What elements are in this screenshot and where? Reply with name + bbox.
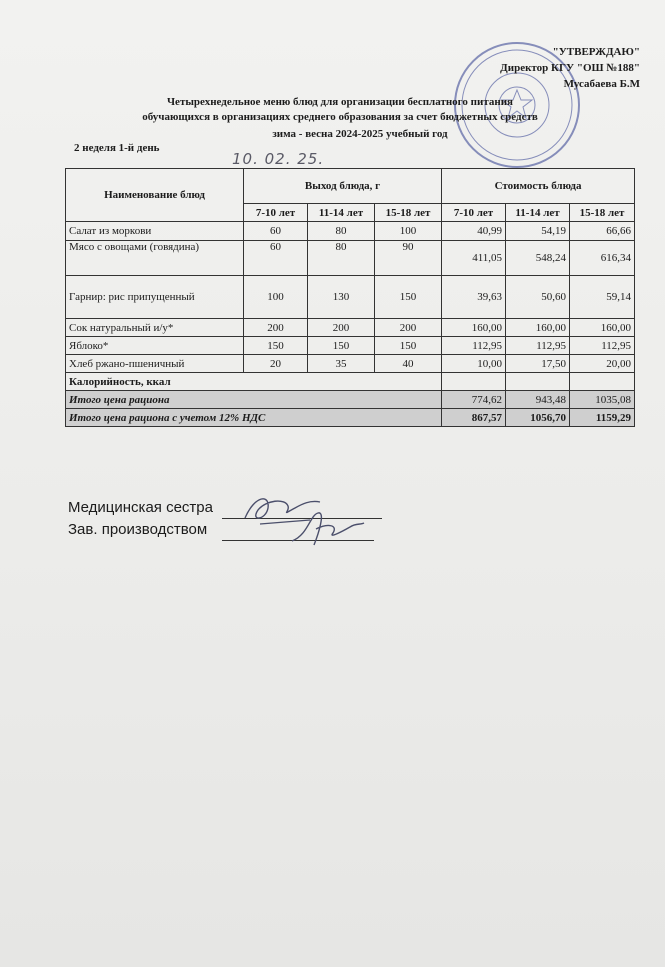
yield-cell: 200 <box>244 319 308 337</box>
dish-name: Сок натуральный и/у* <box>66 319 244 337</box>
yield-cell: 100 <box>244 276 308 319</box>
header-age: 7-10 лет <box>244 204 308 222</box>
yield-cell: 100 <box>375 222 442 241</box>
table-row <box>66 319 635 337</box>
nurse-label: Медицинская сестра <box>68 499 213 516</box>
header-age: 15-18 лет <box>375 204 442 222</box>
calories-row <box>66 373 635 391</box>
yield-cell: 130 <box>308 276 375 319</box>
header-age: 11-14 лет <box>308 204 375 222</box>
yield-cell: 150 <box>375 337 442 355</box>
yield-cell: 90 <box>375 241 442 276</box>
header-dish-name: Наименование блюд <box>66 169 244 222</box>
cost-cell: 66,66 <box>570 222 635 241</box>
table-row <box>66 241 635 276</box>
cost-cell: 160,00 <box>442 319 506 337</box>
approval-heading: "УТВЕРЖДАЮ" <box>552 46 640 58</box>
yield-cell: 80 <box>308 222 375 241</box>
cost-cell: 17,50 <box>506 355 570 373</box>
dish-name: Гарнир: рис припущенный <box>66 276 244 319</box>
week-day-label: 2 неделя 1-й день <box>74 142 160 154</box>
cost-cell: 548,24 <box>506 241 570 276</box>
cost-cell: 112,95 <box>442 337 506 355</box>
cost-cell: 160,00 <box>506 319 570 337</box>
cost-cell: 54,19 <box>506 222 570 241</box>
cost-cell: 50,60 <box>506 276 570 319</box>
cost-cell: 59,14 <box>570 276 635 319</box>
cost-cell: 411,05 <box>442 241 506 276</box>
table-row <box>66 222 635 241</box>
empty-cell <box>506 373 570 391</box>
table-row <box>66 355 635 373</box>
yield-cell: 150 <box>244 337 308 355</box>
total-vat-row <box>66 409 635 427</box>
header-age: 11-14 лет <box>506 204 570 222</box>
total-vat-label: Итого цена рациона с учетом 12% НДС <box>66 409 442 427</box>
total-cell: 1035,08 <box>570 391 635 409</box>
yield-cell: 150 <box>308 337 375 355</box>
signatures-block <box>68 497 213 541</box>
cost-cell: 39,63 <box>442 276 506 319</box>
cost-cell: 160,00 <box>570 319 635 337</box>
approval-person: Мусабаева Б.М <box>563 78 640 90</box>
total-cell: 943,48 <box>506 391 570 409</box>
header-yield-group: Выход блюда, г <box>244 169 442 204</box>
total-label: Итого цена рациона <box>66 391 442 409</box>
yield-cell: 150 <box>375 276 442 319</box>
approval-block <box>470 44 640 92</box>
header-age: 15-18 лет <box>570 204 635 222</box>
empty-cell <box>570 373 635 391</box>
yield-cell: 200 <box>308 319 375 337</box>
table-header-row <box>66 169 635 204</box>
total-cell: 774,62 <box>442 391 506 409</box>
yield-cell: 60 <box>244 241 308 276</box>
yield-cell: 40 <box>375 355 442 373</box>
menu-table <box>65 168 635 427</box>
yield-cell: 80 <box>308 241 375 276</box>
table-row <box>66 276 635 319</box>
document-title-line1: Четырехнедельное меню блюд для организации бесплатного питания <box>166 96 513 108</box>
dish-name: Салат из моркови <box>66 222 244 241</box>
cost-cell: 40,99 <box>442 222 506 241</box>
cost-cell: 616,34 <box>570 241 635 276</box>
cost-cell: 112,95 <box>506 337 570 355</box>
yield-cell: 60 <box>244 222 308 241</box>
cost-cell: 10,00 <box>442 355 506 373</box>
yield-cell: 20 <box>244 355 308 373</box>
total-vat-cell: 1056,70 <box>506 409 570 427</box>
header-cost-group: Стоимость блюда <box>442 169 635 204</box>
yield-cell: 200 <box>375 319 442 337</box>
production-head-signature-icon <box>288 505 368 550</box>
dish-name: Мясо с овощами (говядина) <box>66 241 244 276</box>
document-title-line2: обучающихся в организациях среднего образования за счет бюджетных средств <box>142 111 538 123</box>
header-age: 7-10 лет <box>442 204 506 222</box>
calories-label: Калорийность, ккал <box>66 373 442 391</box>
handwritten-date: 10. 02. 25. <box>232 150 325 168</box>
total-row <box>66 391 635 409</box>
cost-cell: 112,95 <box>570 337 635 355</box>
total-vat-cell: 867,57 <box>442 409 506 427</box>
dish-name: Хлеб ржано-пшеничный <box>66 355 244 373</box>
cost-cell: 20,00 <box>570 355 635 373</box>
empty-cell <box>442 373 506 391</box>
document-title-line3: зима - весна 2024-2025 учебный год <box>272 128 448 140</box>
approval-position: Директор КГУ "ОШ №188" <box>500 62 640 74</box>
dish-name: Яблоко* <box>66 337 244 355</box>
yield-cell: 35 <box>308 355 375 373</box>
total-vat-cell: 1159,29 <box>570 409 635 427</box>
table-row <box>66 337 635 355</box>
production-head-label: Зав. производством <box>68 521 208 538</box>
